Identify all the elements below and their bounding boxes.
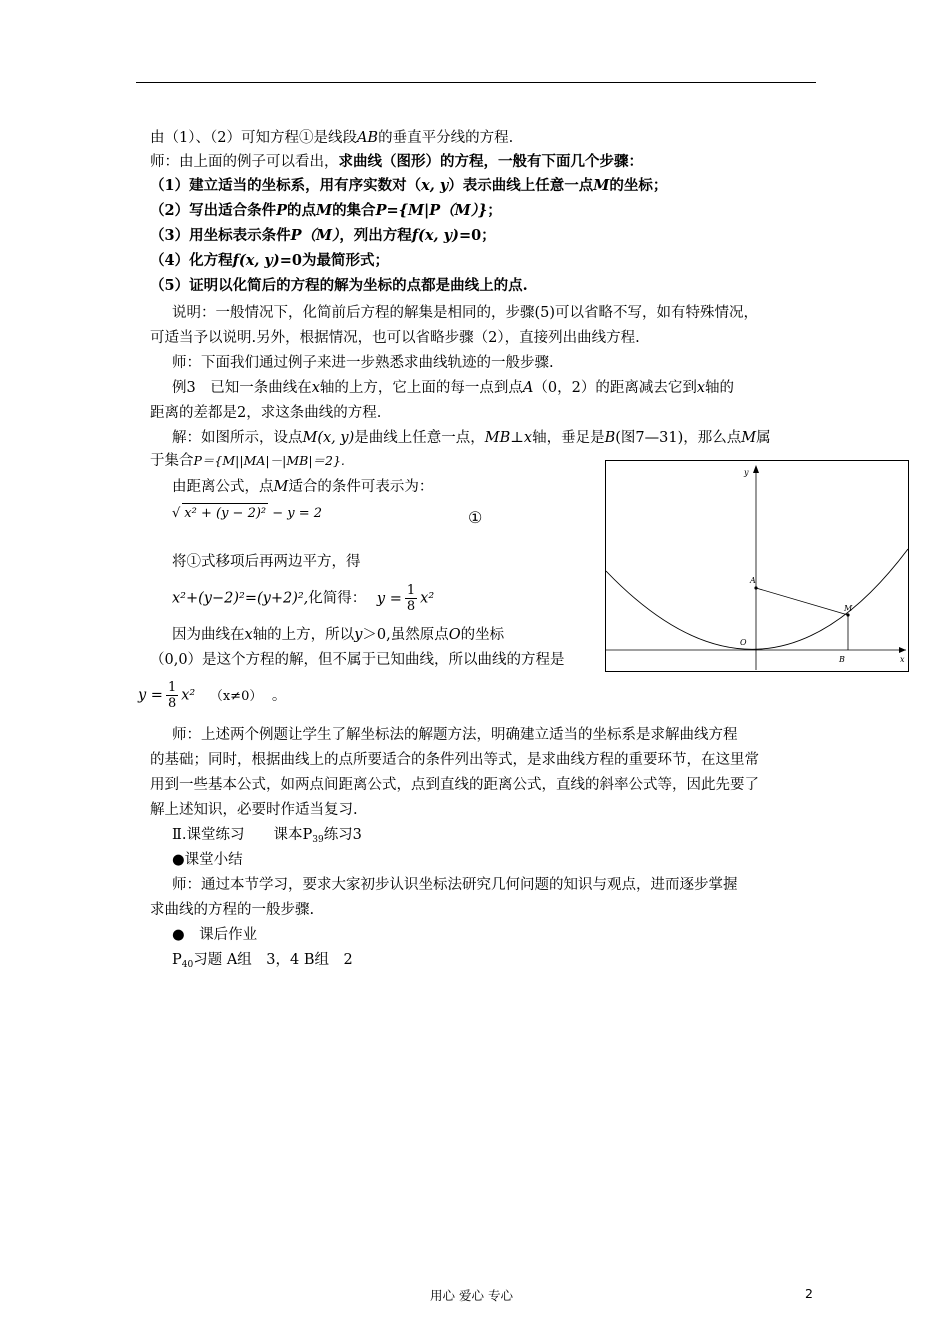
example-3: 例3 已知一条曲线在x轴的上方，它上面的每一点到点A（0，2）的距离减去它到x轴的 xyxy=(172,380,735,396)
label-M: M xyxy=(844,604,853,613)
text-line: 师：由上面的例子可以看出，求曲线（图形）的方程，一般有下面几个步骤： xyxy=(150,153,643,170)
text-line: 将①式移项后再两边平方，得 xyxy=(172,554,361,570)
header-rule xyxy=(136,82,816,83)
text-line: 由距离公式，点M适合的条件可表示为： xyxy=(172,479,434,495)
text-line: 由（1）、（2）可知方程①是线段AB的垂直平分线的方程. xyxy=(150,130,514,146)
set-line: 于集合P＝{M||MA|－|MB|＝2}. xyxy=(150,453,345,469)
parabola-diagram xyxy=(606,461,908,671)
footer-slogan: 用心 爱心 专心 xyxy=(430,1288,513,1303)
text-line: 可适当予以说明.另外，根据情况，也可以省略步骤（2），直接列出曲线方程. xyxy=(150,330,640,346)
text-line: 的基础；同时，根据曲线上的点所要适合的条件列出等式，是求曲线方程的重要环节，在这里常 xyxy=(150,752,759,768)
step-3: （3）用坐标表示条件P（M），列出方程f(x, y)=0； xyxy=(150,227,496,244)
parabola-curve xyxy=(606,549,908,649)
solution-line: 解：如图所示，设点M(x, y)是曲线上任意一点，MB⊥x轴，垂足是B(图7—31)，那么点M属 xyxy=(172,430,771,446)
text-line: 师：通过本节学习，要求大家初步认识坐标法研究几何问题的知识与观点，进而逐步掌握 xyxy=(172,877,738,893)
x-axis-arrow xyxy=(899,647,906,653)
text-line: （0,0）是这个方程的解，但不属于已知曲线，所以曲线的方程是 xyxy=(150,652,565,668)
text-line: 解上述知识，必要时作适当复习. xyxy=(150,802,358,818)
homework-line: $P_{40}$习题 A组 3，4 B组 2 xyxy=(172,952,353,970)
text-line: 距离的差都是2，求这条曲线的方程. xyxy=(150,405,382,421)
equation-1: √ x² + (y − 2)² − y = 2 xyxy=(172,503,322,524)
step-1: （1）建立适当的坐标系，用有序实数对（x, y）表示曲线上任意一点M的坐标； xyxy=(150,177,668,194)
text-line: 用到一些基本公式，如两点间距离公式，点到直线的距离公式，直线的斜率公式等，因此先要了 xyxy=(150,777,759,793)
step-4: （4）化方程f(x, y)=0为最简形式； xyxy=(150,252,389,269)
final-equation: y = $\frac{1}{8}$ x² （x≠0） 。 xyxy=(138,680,287,711)
step-5: （5）证明以化简后的方程的解为坐标的点都是曲线上的点. xyxy=(150,277,528,294)
y-axis-arrow xyxy=(753,465,759,473)
segment-MA xyxy=(756,588,848,615)
simplify-line: x²+(y−2)²=(y+2)²,化简得： y = $\frac{1}{8}$ x² xyxy=(172,583,435,614)
homework-heading: ● 课后作业 xyxy=(172,927,258,943)
page-number: 2 xyxy=(805,1286,813,1301)
text-line: 师：上述两个例题让学生了解坐标法的解题方法，明确建立适当的坐标系是求解曲线方程 xyxy=(172,727,738,743)
parabola-figure xyxy=(605,460,909,672)
point-A xyxy=(754,586,757,589)
label-B: B xyxy=(839,655,845,664)
equation-marker: ① xyxy=(468,508,483,527)
label-x: x xyxy=(900,655,905,664)
summary-heading: ●课堂小结 xyxy=(172,852,243,868)
text-line: 因为曲线在x轴的上方，所以y＞0,虽然原点O的坐标 xyxy=(172,627,505,643)
practice-line: Ⅱ.课堂练习 课本$P_{39}$练习3 xyxy=(172,827,362,845)
text-line: 说明：一般情况下，化简前后方程的解集是相同的，步骤(5)可以省略不写，如有特殊情况， xyxy=(172,305,759,321)
step-2: （2）写出适合条件P的点M的集合P={M|P（M）}； xyxy=(150,202,502,219)
text-line: 师：下面我们通过例子来进一步熟悉求曲线轨迹的一般步骤. xyxy=(172,355,554,371)
label-O: O xyxy=(740,638,747,647)
label-y: y xyxy=(744,468,749,477)
point-M xyxy=(846,613,849,616)
text-line: 求曲线的方程的一般步骤. xyxy=(150,902,315,918)
label-A: A xyxy=(750,576,756,585)
